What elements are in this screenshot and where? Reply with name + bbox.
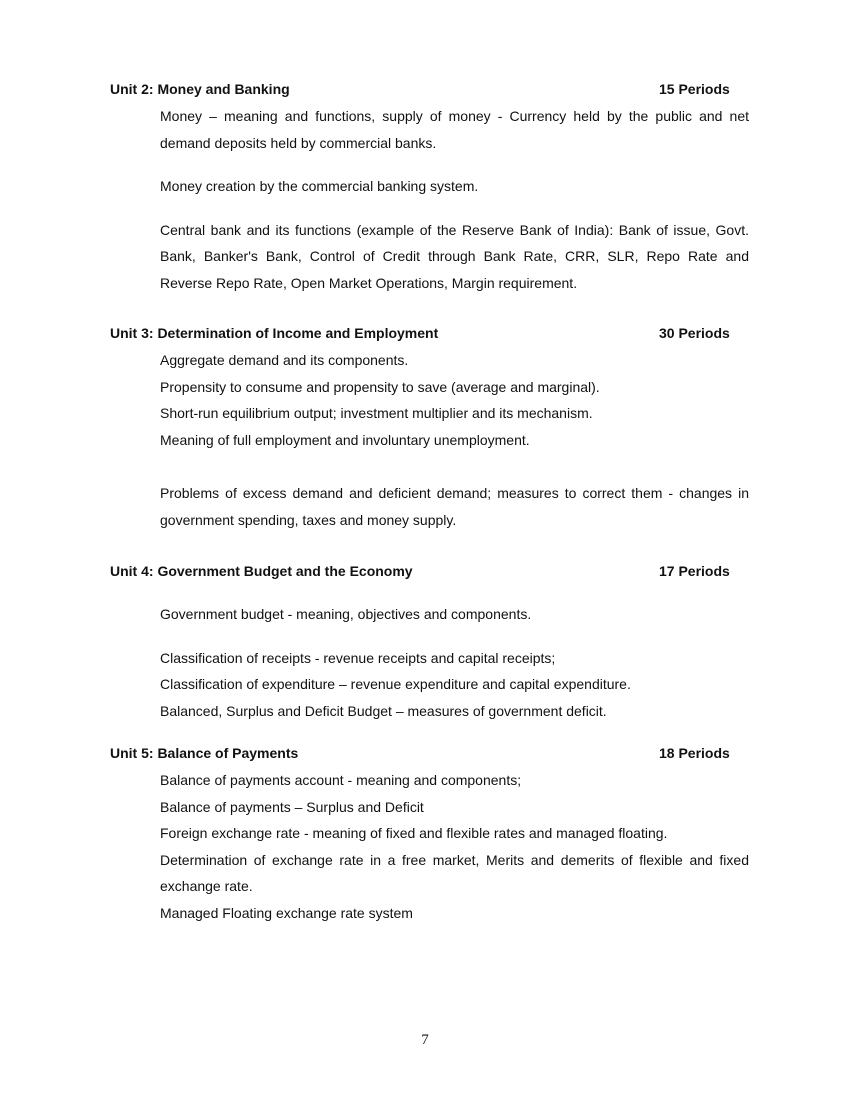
- unit-3-section: [110, 323, 750, 533]
- unit-body: [160, 767, 749, 926]
- unit-heading: [110, 79, 750, 99]
- list-item: Managed Floating exchange rate system: [160, 904, 413, 921]
- paragraph: Problems of excess demand and deficient demand; measures to correct them - changes in government spending, taxes and money supply.: [160, 485, 749, 528]
- page-number: 7: [421, 1032, 429, 1048]
- unit-title: Unit 5: Balance of Payments: [110, 745, 299, 761]
- unit-periods: 17 Periods: [659, 563, 730, 579]
- list-item: Classification of expenditure – revenue expenditure and capital expenditure.: [160, 676, 631, 692]
- unit-periods: 15 Periods: [659, 81, 730, 97]
- unit-4-section: [110, 561, 750, 724]
- unit-heading: [110, 323, 750, 343]
- list-item: Propensity to consume and propensity to save (average and marginal).: [160, 378, 600, 395]
- unit-body: [160, 347, 749, 533]
- list-item: Foreign exchange rate - meaning of fixed and flexible rates and managed floating.: [160, 825, 668, 841]
- unit-title: Unit 3: Determination of Income and Employment: [110, 325, 439, 341]
- list-item: Balanced, Surplus and Deficit Budget – measures of government deficit.: [160, 702, 607, 719]
- unit-periods: 18 Periods: [659, 745, 730, 761]
- unit-5-section: [110, 743, 750, 926]
- paragraph: Money creation by the commercial banking system.: [160, 178, 479, 194]
- unit-body: [160, 601, 749, 724]
- list-item: Meaning of full employment and involuntary unemployment.: [160, 431, 530, 448]
- unit-heading: [110, 743, 750, 763]
- unit-body: [160, 103, 749, 296]
- intro-line: Government budget - meaning, objectives and components.: [160, 606, 532, 622]
- unit-periods: 30 Periods: [659, 325, 730, 341]
- list-item: Classification of receipts - revenue receipts and capital receipts;: [160, 649, 556, 666]
- paragraph: Money – meaning and functions, supply of money - Currency held by the public and net demand deposits held by commercial banks.: [160, 108, 749, 151]
- list-item: Balance of payments account - meaning and components;: [160, 772, 522, 788]
- list-item: Short-run equilibrium output; investment multiplier and its mechanism.: [160, 405, 593, 421]
- paragraph: Determination of exchange rate in a free market, Merits and demerits of flexible and fixed exchange rate.: [160, 851, 749, 894]
- unit-title: Unit 2: Money and Banking: [110, 81, 290, 97]
- list-item: Balance of payments – Surplus and Deficit: [160, 798, 424, 815]
- paragraph: Central bank and its functions (example of the Reserve Bank of India): Bank of issue, Govt. Bank, Banker's Bank, Control of Credit through Bank Rate, CRR, SLR, Repo Rate and Reverse Repo Rate, Open Market Operations, Margin requirement.: [160, 221, 749, 291]
- unit-title: Unit 4: Government Budget and the Economy: [110, 563, 413, 579]
- list-item: Aggregate demand and its components.: [160, 352, 409, 368]
- unit-heading: [110, 561, 750, 581]
- unit-2-section: [110, 79, 750, 296]
